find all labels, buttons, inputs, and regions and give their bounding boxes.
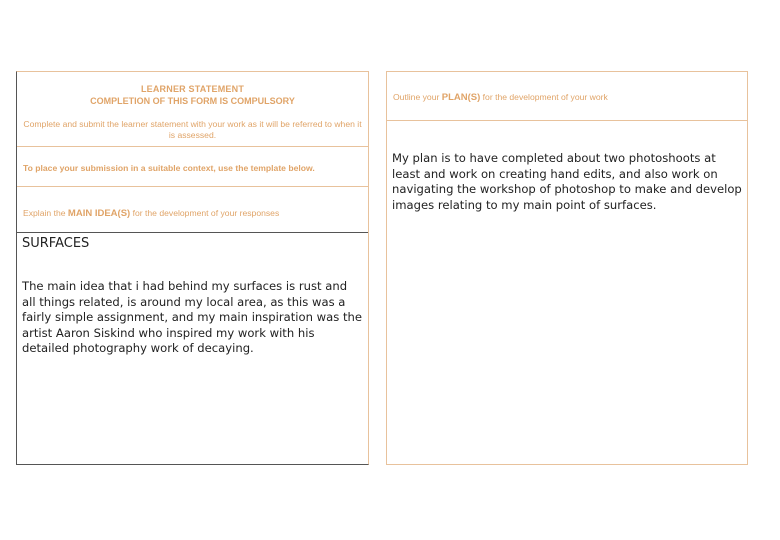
context-row [17,147,368,187]
main-idea-prompt-row [17,187,368,233]
form-title: LEARNER STATEMENT [140,84,245,94]
main-idea-text: The main idea that i had behind my surfaces is rust and all things related, is around my local area, as this was a fairly simple assignment, and my main inspiration was the artist Aaron Siskind who inspired my work with his detailed photography work of decaying. [22,279,362,356]
context-text: To place your submission in a suitable context, use the template below. [23,163,315,173]
plan-prompt-row [387,72,747,121]
form-header [17,72,368,147]
main-idea-response[interactable] [17,233,368,464]
plan-prompt: Outline your PLAN(S) for the development of your work [393,92,608,103]
form-subtitle: COMPLETION OF THIS FORM IS COMPULSORY [90,96,295,106]
main-idea-prompt: Explain the MAIN IDEA(S) for the development of your responses [23,208,280,219]
plan-panel [386,71,748,465]
response-heading: SURFACES [22,236,90,251]
plan-text: My plan is to have completed about two photoshoots at least and work on creating hand edits, and also work on navigating the workshop of photoshop to make and develop images relating to my main point of surfaces. [392,151,742,212]
form-instruction: Complete and submit the learner statement with your work as it will be referred to when it is assessed. [23,119,362,140]
plan-response[interactable] [387,121,747,464]
learner-statement-panel [16,71,369,465]
